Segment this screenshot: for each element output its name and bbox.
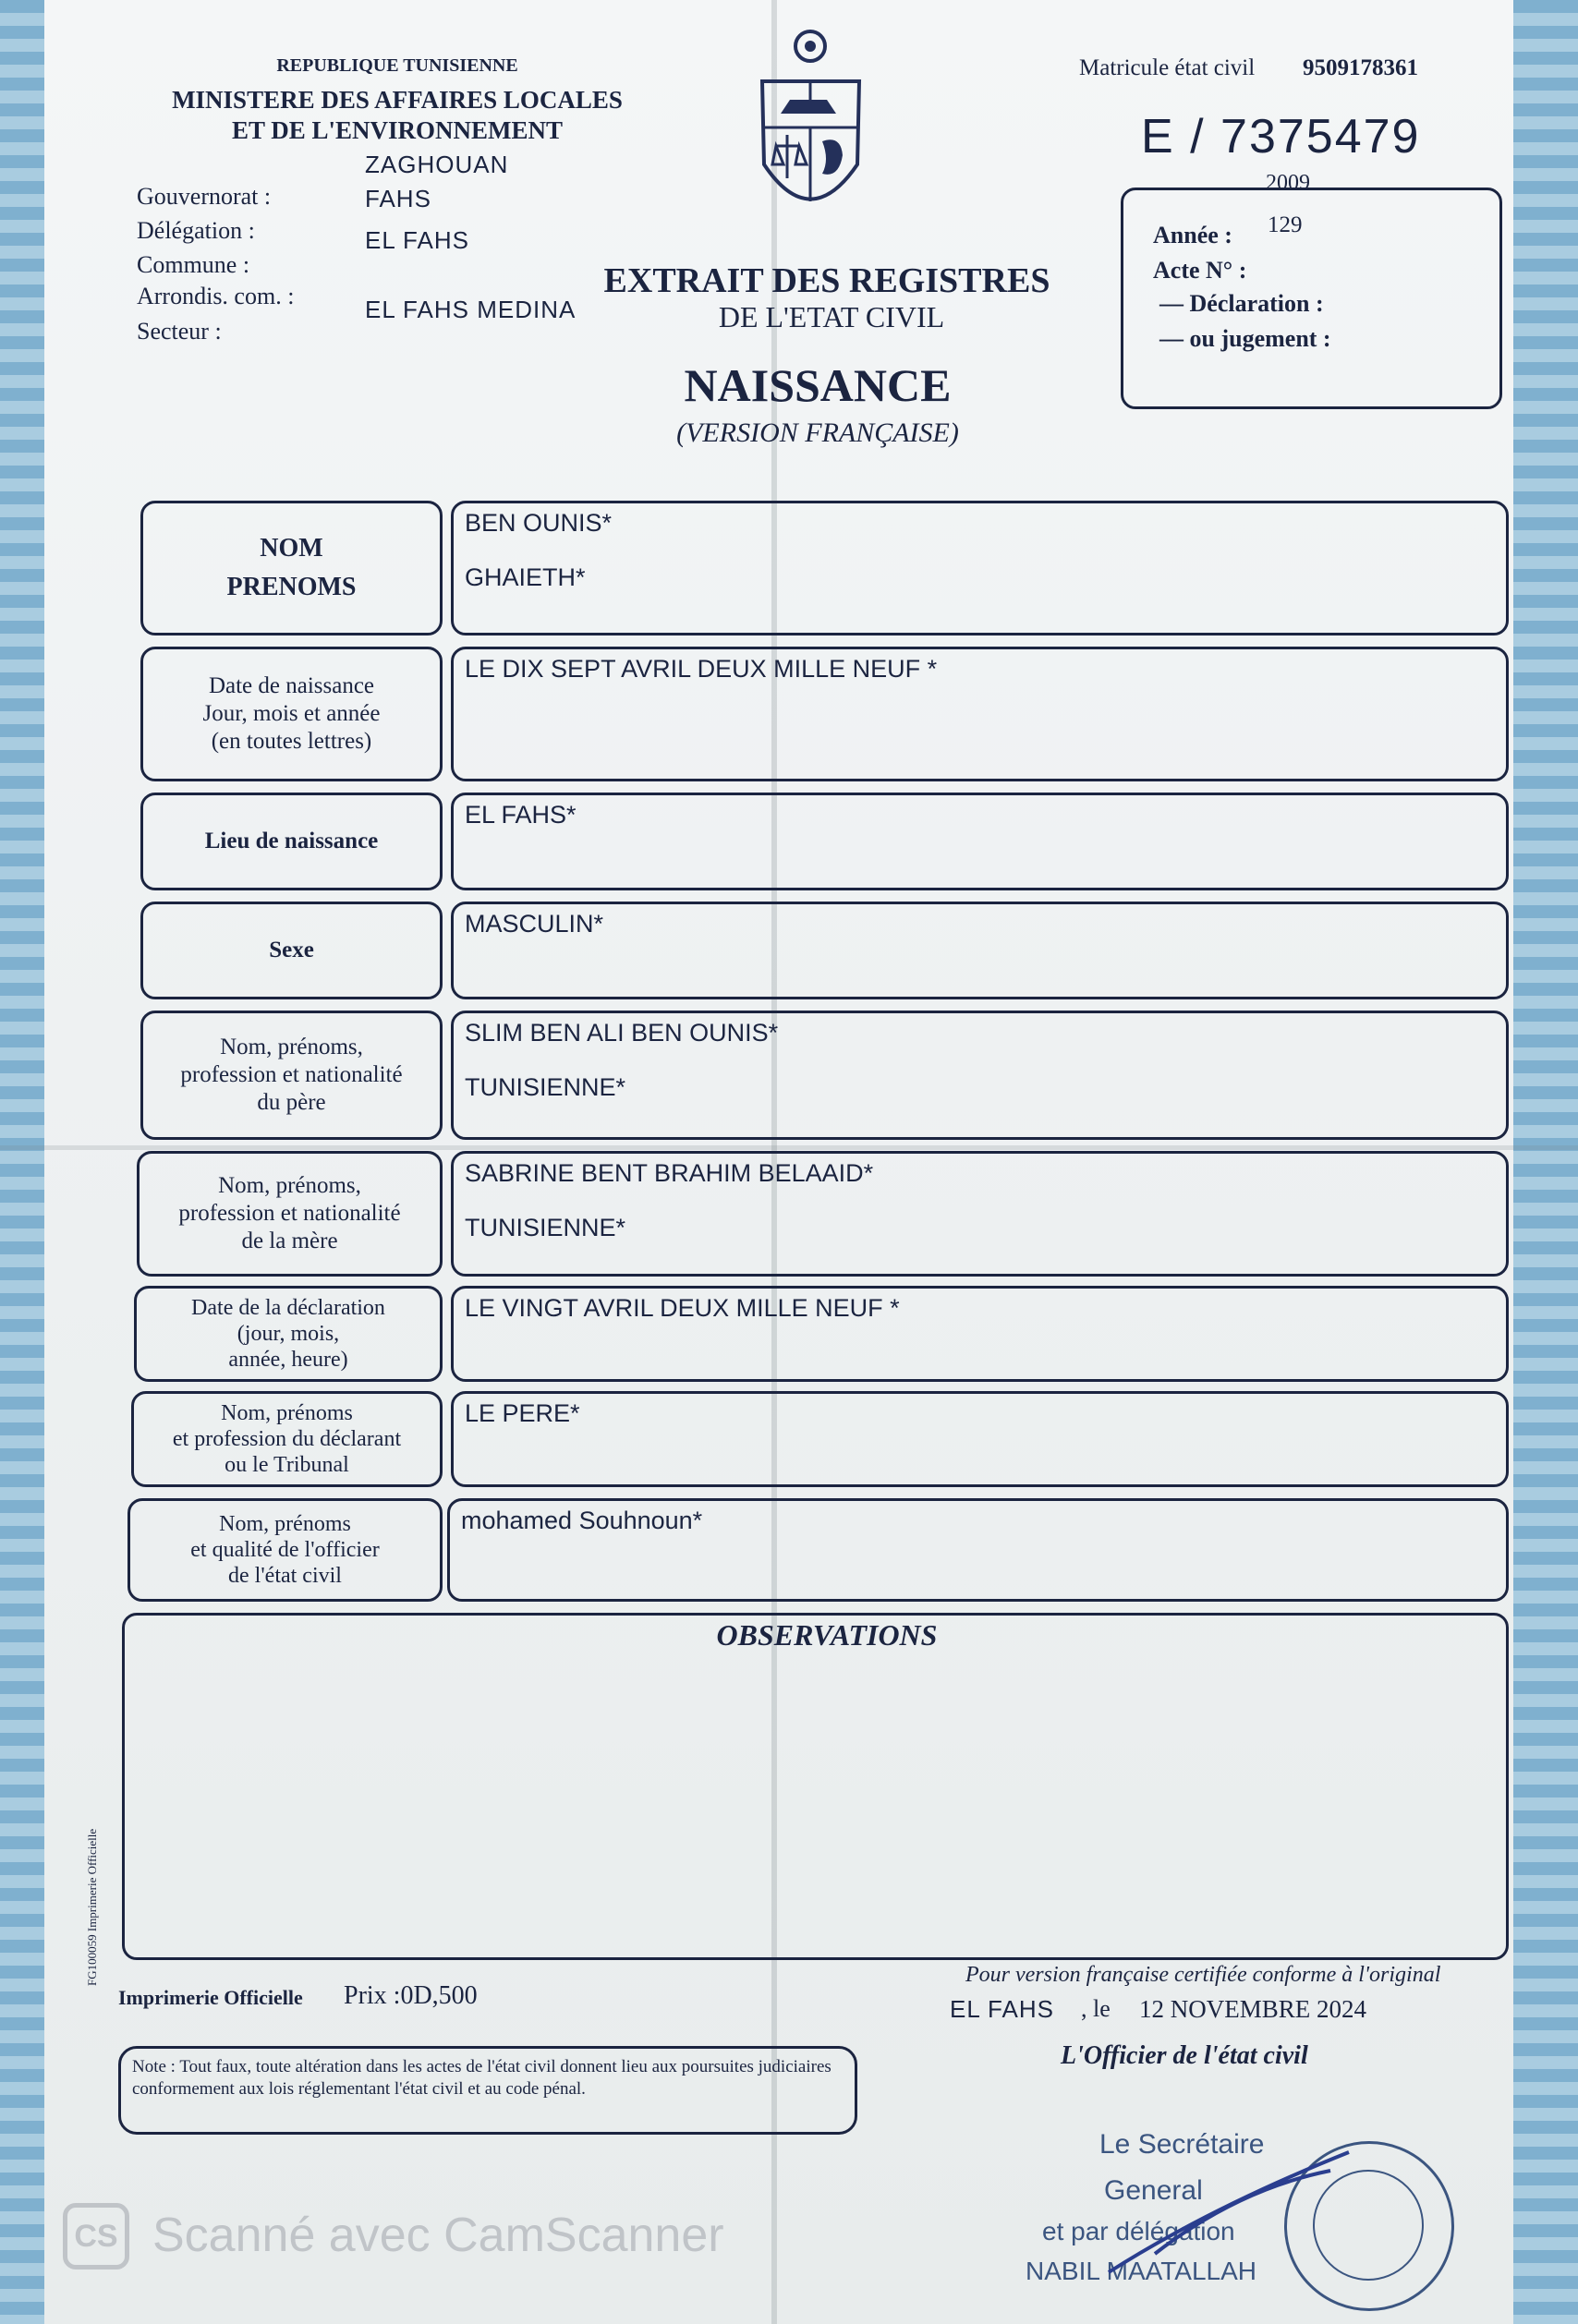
value-pere-box (451, 1011, 1509, 1140)
commune-value: EL FAHS (365, 226, 469, 254)
acte-label: Acte N° : (1153, 257, 1247, 284)
place-value: EL FAHS (950, 1995, 1054, 2023)
left-decorative-border (0, 0, 44, 2324)
matricule-label: Matricule état civil (1079, 55, 1256, 80)
side-print-code: FG100059 Imprimerie Officielle (85, 1828, 99, 1986)
value-mere-nationalite: TUNISIENNE* (465, 1214, 626, 1241)
value-date-declaration-box (451, 1286, 1509, 1382)
horizontal-fold (0, 1145, 1578, 1150)
annee-value: 2009 (1266, 171, 1310, 195)
stamp-line4: NABIL MAATALLAH (1026, 2257, 1257, 2285)
value-sexe: MASCULIN* (465, 910, 604, 938)
delegation-value: FAHS (365, 185, 431, 212)
value-mere-box (451, 1151, 1509, 1277)
label-date-naissance-text: Date de naissance Jour, mois et année (en toutes lettres) (202, 673, 381, 754)
right-decorative-border (1513, 0, 1578, 2324)
arrondis-label: Arrondis. com. : (137, 283, 295, 309)
officier-title: L'Officier de l'état civil (1061, 2041, 1308, 2070)
legal-note (118, 2046, 857, 2135)
ministry-line2: ET DE L'ENVIRONNEMENT (231, 116, 564, 144)
date-prefix: , le (1081, 1995, 1111, 2022)
title-line2: DE L'ETAT CIVIL (718, 300, 945, 333)
declaration-label: — Déclaration : (1159, 290, 1324, 317)
observations-box (122, 1613, 1509, 1960)
label-declarant: Nom, prénoms et profession du déclarant ou le Tribunal (131, 1391, 443, 1487)
value-date-naissance-box (451, 647, 1509, 781)
serial-number: E / 7375479 (1141, 110, 1421, 163)
date-value: 12 NOVEMBRE 2024 (1139, 1995, 1367, 2023)
value-date-declaration: LE VINGT AVRIL DEUX MILLE NEUF * (465, 1294, 900, 1322)
label-lieu-naissance: Lieu de naissance (140, 793, 443, 890)
gouvernorat-label: Gouvernorat : (137, 183, 272, 210)
value-declarant-box (451, 1391, 1509, 1487)
value-date-naissance: LE DIX SEPT AVRIL DEUX MILLE NEUF * (465, 655, 938, 683)
label-date-declaration: Date de la déclaration (jour, mois, année, heure) (134, 1286, 443, 1382)
camscanner-watermark: Scanné avec CamScanner (152, 2209, 724, 2262)
imprimerie-label: Imprimerie Officielle (118, 1986, 303, 2009)
certification-text: Pour version française certifiée conforme à l'original (965, 1963, 1441, 1987)
matricule-value: 9509178361 (1303, 55, 1418, 80)
value-sexe-box (451, 902, 1509, 999)
stamp-line3: et par délégation (1042, 2217, 1235, 2245)
value-nom-prenoms (451, 501, 1509, 635)
commune-label: Commune : (137, 251, 250, 278)
label-officier: Nom, prénoms et qualité de l'officier de l'état civil (127, 1498, 443, 1602)
legal-note-text: Note : Tout faux, toute altération dans les actes de l'état civil donnent lieu aux poursuites judiciaires conformement aux lois réglementant l'état civil et au code pénal. (132, 2057, 831, 2099)
tunisia-emblem-icon (748, 26, 873, 238)
title-version: (VERSION FRANÇAISE) (676, 418, 959, 448)
value-lieu-naissance-box (451, 793, 1509, 890)
value-pere-nationalite: TUNISIENNE* (465, 1073, 626, 1101)
label-mere: Nom, prénoms, profession et nationalité de la mère (137, 1151, 443, 1277)
acte-value: 129 (1268, 212, 1303, 237)
camscanner-logo-icon: CS (63, 2203, 129, 2270)
jugement-label: — ou jugement : (1159, 325, 1331, 352)
value-mere-nom: SABRINE BENT BRAHIM BELAAID* (465, 1159, 874, 1187)
title-naissance: NAISSANCE (684, 359, 952, 411)
stamp-line1: Le Secrétaire (1099, 2129, 1265, 2160)
value-declarant: LE PERE* (465, 1399, 580, 1427)
value-nom: BEN OUNIS* (465, 509, 613, 537)
title-line1: EXTRAIT DES REGISTRES (603, 261, 1050, 300)
label-nom-prenoms: NOM PRENOMS (140, 501, 443, 635)
delegation-label: Délégation : (137, 217, 255, 244)
prix-label: Prix :0D,500 (344, 1981, 478, 2010)
signature-icon (1099, 2134, 1358, 2282)
arrondis-value: EL FAHS MEDINA (365, 296, 577, 323)
value-lieu-naissance: EL FAHS* (465, 801, 577, 829)
stamp-line2: General (1104, 2175, 1203, 2206)
observations-title: OBSERVATIONS (716, 1618, 938, 1652)
label-pere: Nom, prénoms, profession et nationalité du père (140, 1011, 443, 1140)
label-sexe: Sexe (140, 902, 443, 999)
secteur-label: Secteur : (137, 318, 222, 345)
ministry-line1: MINISTERE DES AFFAIRES LOCALES (172, 86, 623, 114)
value-officier: mohamed Souhnoun* (461, 1507, 703, 1534)
value-prenoms: GHAIETH* (465, 563, 586, 591)
annee-label: Année : (1153, 222, 1232, 248)
value-pere-nom: SLIM BEN ALI BEN OUNIS* (465, 1019, 779, 1047)
label-date-naissance (140, 647, 443, 781)
value-officier-box (447, 1498, 1509, 1602)
gouvernorat-value: ZAGHOUAN (365, 151, 509, 178)
republic-label: REPUBLIQUE TUNISIENNE (276, 55, 518, 76)
